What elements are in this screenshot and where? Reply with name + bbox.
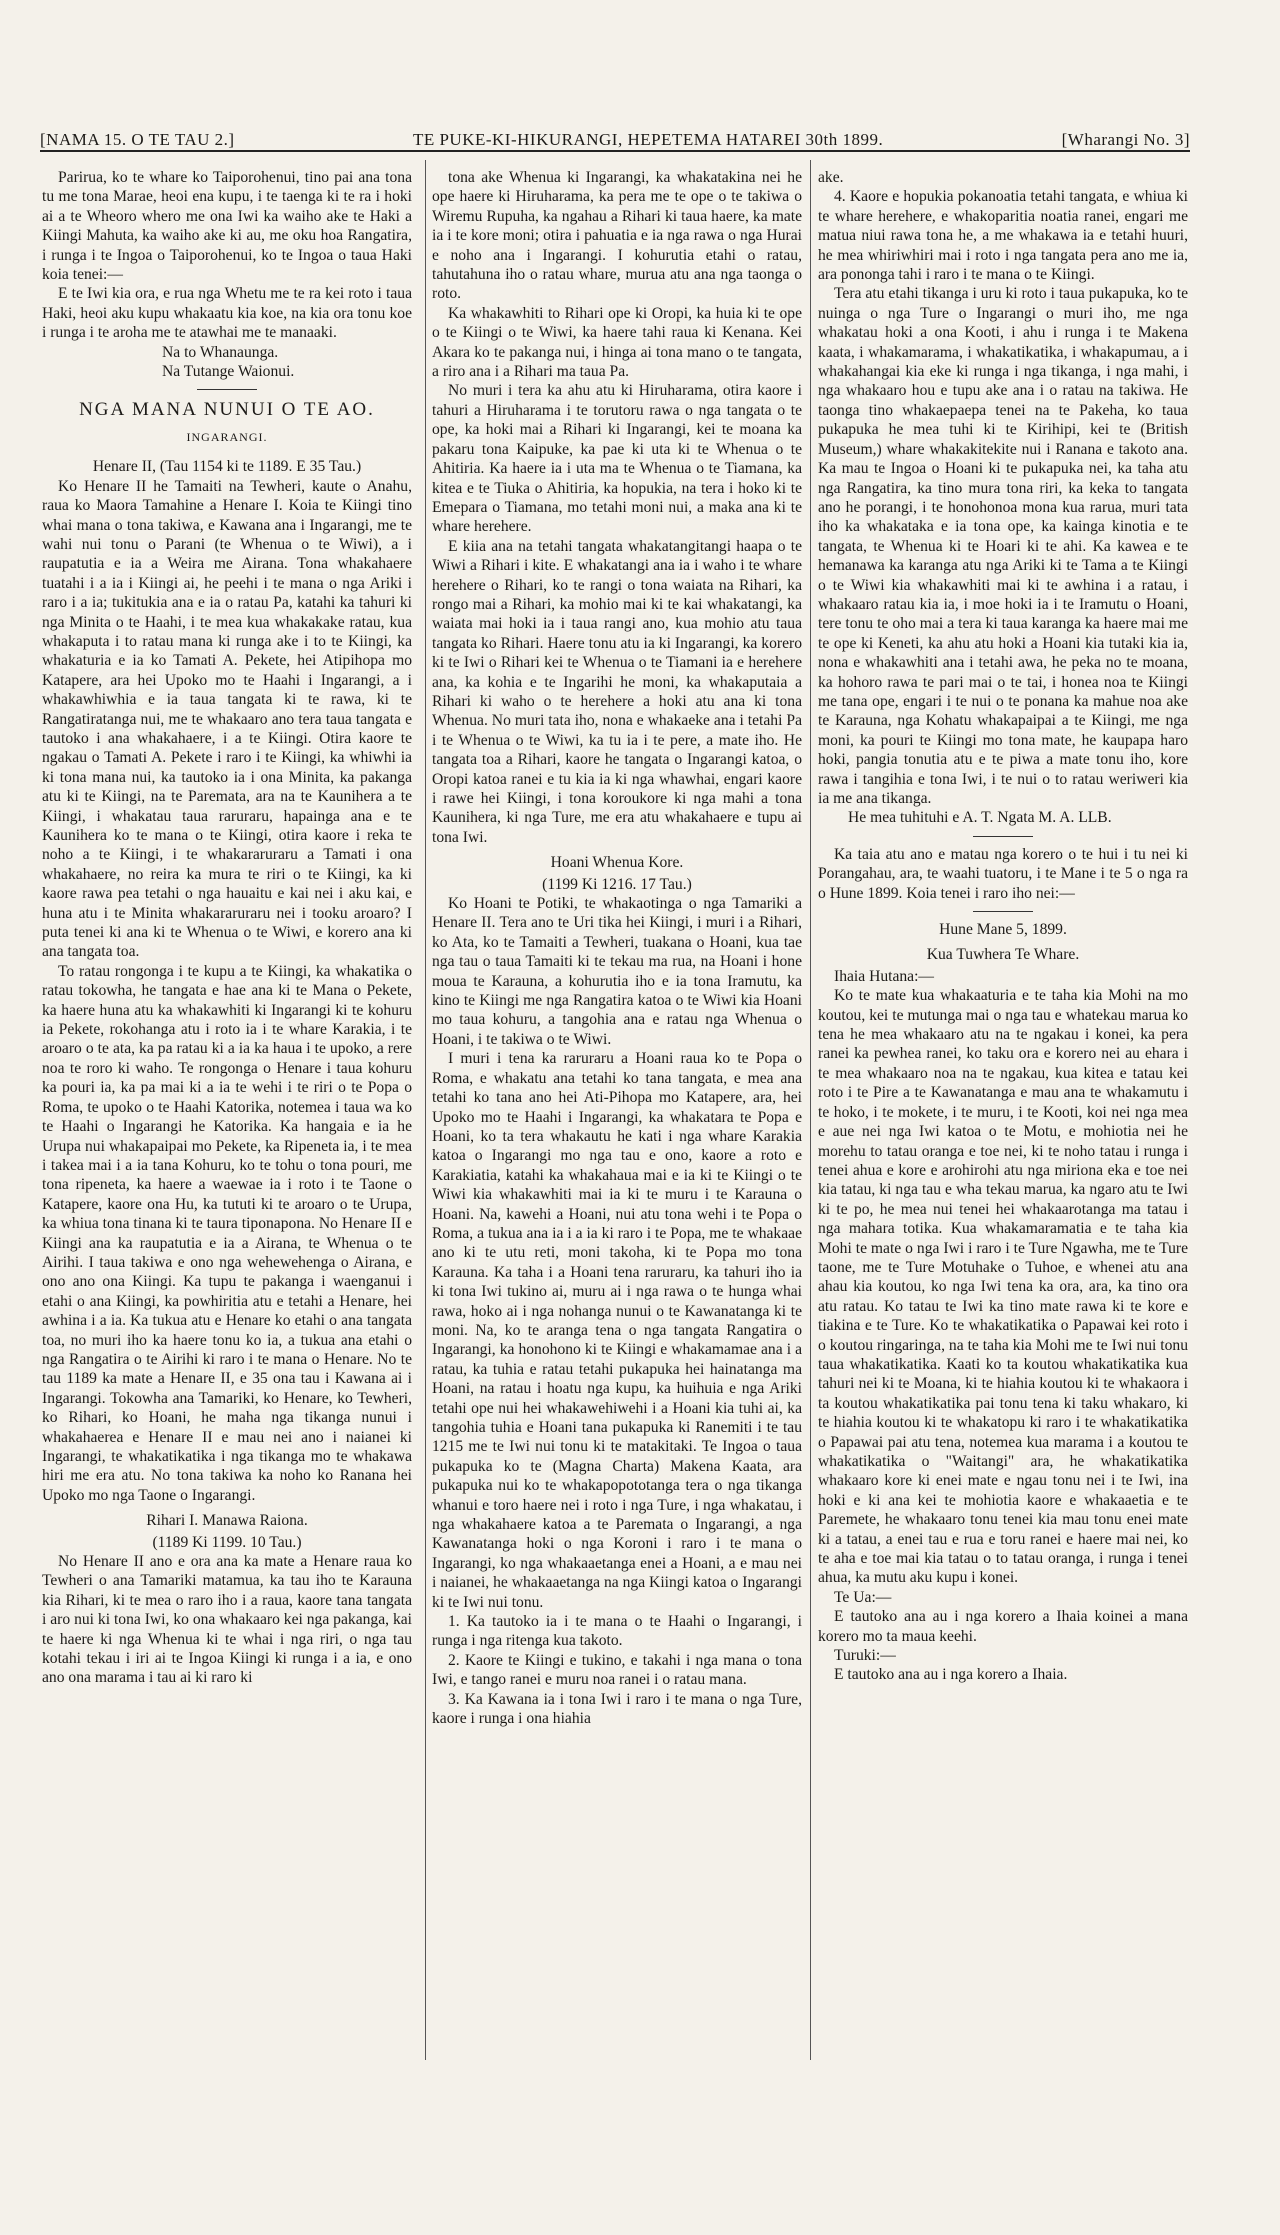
paragraph: ake. <box>818 169 844 186</box>
article-heading: NGA MANA NUNUI O TE AO. <box>79 399 375 421</box>
article-subheading: INGARANGI. <box>186 429 268 444</box>
paragraph: No Henare II ano e ora ana ka mate a Henare raua ko Tewheri o ana Tamariki matamua, ka tau iho te Karauna kia Rihari, ki te mea o raro iho i a raua, kaore tana tangata i aro nui ki tona Iwi, ko ona whakaaro kei nga pakanga, kai te haere ki nga Whenua ki te whai i nga riri, o nga tau kotahi tekau i iri ai te Ingoa Kiingi ki runga i a ia, e ono ano ona marama i tau ai ki raro ki <box>42 1553 412 1687</box>
speaker-name: Te Ua:— <box>834 1588 892 1606</box>
paragraph: Ko te mate kua whakaaturia e te taha kia Mohi na mo koutou, kei te mutunga mai o nga tau e whatekau marua ko tena he mea whakaaro atu na te ngakau i konei, ka pera ranei ka pewhea ranei, ko taku ora e korero nei au ehara i te mea whakaaro noa na te ngakau, kua kitea e tatau kei roto i te Pire a te Kawanatanga e mau ana te whakamutu i te hoko, i te mokete, i te muru, i te Kooti, koi nei nga mea e aue nei nga Iwi katoa o te Motu, e mohiotia nei he morehu to tatau oranga e toe nei, ki te noho tatau i runga i tenei ahua e kore e arohirohi atu nga miriona eka e toe nei kia tatau, ki nga tau e wha tekau marua, ka ngaro atu te Iwi ki te po, he mea nui tenei hei whakaarotanga ma tatau i nga mahara totika. Kua whakamaramatia e te taha kia Mohi te mate o nga Iwi i raro i te Ture Ngawha, me te Ture taone, me te Ture Motuhake o Tuhoe, e whenei atu ana ahau kia koutou, ko nga Iwi tena ka ora, ara, ka tino ora atu ratau. Ko tatau te Iwi ka tino mate rawa ki te kore e tiakina e te Ture. Ko te whakatikatika o Papawai kei roto i o koutou ringaringa, na te taha kia Mohi me te Iwi nui tonu taua whakatikatika. Kaati ko ta koutou whakatikatika kua tahuri nei ki te Moana, ki te hiahia koutou ki te whakaora i ta koutou whakatikatika pai tonu tena ki taku whakaro, ki te hiahia koutou ki te whakatopu ki raro i te whakatikatika o Papawai pai atu tena, notemea kua marama i a koutou te whakatikatika o "Waitangi" ara, he whakatikatika whakaaro kore ki enei mate e ngau tonu nei i te Iwi, ina hoki e ki ana kei te mohiotia kaore e whakaaetia e te Paremete, he whakaaro tonu tenei kia mau tonu enei mate ki a tatau, a enei tau e rua e toru ranei e haere mai nei, ko te aha e toe mai kia tatau o to tatau oranga, i runga i tenei ahua, ka mutu aku kupu i konei. <box>818 987 1188 1587</box>
paragraph: No muri i tera ka ahu atu ki Hiruharama, otira kaore i tahuri a Hiruharama i te torutoru rawa o nga tangata o te ope, ka hoki mai a Rihari ki Ingarangi, kei te moana ka pakaru tona Kaipuke, ka pae ki uta ki te Whenua o te Ahitiria. Ka haere ia i uta ma te Whenua o te Tiamana, ka kitea e te Tiuka o Ahitiria, ka hopukia, na tera i hoko ki te Emepara o Tiamana, mo tetahi moni nui, a maka ana ki te whare herehere. <box>432 382 802 536</box>
author-credit: He mea tuhituhi e A. T. Ngata M. A. LLB. <box>848 809 1112 827</box>
paragraph: E tautoko ana au i nga korero a Ihaia koinei a mana korero mo ta maua keehi. <box>818 1608 1188 1645</box>
divider <box>973 836 1033 837</box>
column-divider <box>425 160 426 2060</box>
paragraph: E tautoko ana au i nga korero a Ihaia. <box>834 1666 1068 1684</box>
paragraph: To ratau rongonga i te kupu a te Kiingi, ka whakatika o ratau tokowha, he tangata e hae ana ki te Mana o Pekete, ka haere huna atu ka whakawhiti ki Ingarangi ki te kohuru ia Pekete, rokohanga atu i roto ia i te whare Karakia, i te aroaro o te ata, ka pa ratau ki a ia ka haua i te upoko, a rere noa te roro ki waho. Te rongonga o Henare i taua kohuru ka pouri ia, ka pa mai ki a ia te wehi i te riri o te Popa o Roma, te upoko o te Haahi Katorika, notemea i taua wa ko te Haahi o Ingarangi he Katorika. Ka hangaia e ia he Urupa nui whakapaipai mo Pekete, ka Ripeneta ia, i te mea i takea mai i a ia tana Kohuru, ko te tohu o tona pouri, me tona ripeneta, ka haere a waewae ia i roto i te Taone o Katapere, kaore ona Hu, ka tututi ki te aroaro o te Urupa, ka whiua tona tinana ki te taura tiponapona. No Henare II e Kiingi ana ka raupatutia e ia a Airana, te Whenua o te Airihi. I taua takiwa e ono nga wehewehenga o Airana, e ono ano ona Kiingi. Ka tupu te pakanga i waenganui i etahi o ana Kiingi, ka powhiritia atu e tetahi a Henare, hei awhina i a ia. Ka tukua atu e Henare ko etahi o ana tangata toa, no muri iho ka haere tonu ko ia, a tukua ana etahi o nga Rangatira o te Airihi ki raro i te mana o Henare. No te tau 1189 ka mate a Henare II, e 35 ona tau i Kawana ai i Ingarangi. Tokowha ana Tamariki, ko Henare, ko Tewheri, ko Rihari, ko Hoani, he maha nga tikanga nunui i whakahaerea e Henare II e mau nei ano i naianei ki Ingarangi, te whakatikatika i nga tikanga mo te whakawa hiri me era atu. No tona takiwa ka noho ko Ranana hei Upoko mo nga Taone o Ingarangi. <box>42 962 412 1504</box>
paragraph: Ko Henare II he Tamaiti na Tewheri, kaute o Anahu, raua ko Maora Tamahine a Henare I. Koia te Kiingi tino whai mana o tona takiwa, e Kawana ana i Ingarangi, me te wahi nui tonu o Parani (te Whenua o te Wiwi), a i raupatutia e ia a Weira me Airana. Tona whakahaere tuatahi i a ia i Kiingi ai, he peehi i te mana o nga Ariki i raro i a ia; tukitukia ana e ia o ratau Pa, katahi ka tahuri ki nga Minita o te Haahi, i te mea kua whakakake ratau, kua whakaputa i to ratau mana ki runga ake i to te Kiingi, ka whakaturia e ia ko Tamati A. Pekete, hei Atipihopa mo Katapere, ara hei Upoko mo te Haahi i Ingarangi, a i whakawhiwhia e ia taua tangata ki te rawa, ki te Rangatiratanga nui, me te whakaaro ano tera taua tangata e tautoko i ana whakahaere, i a te Kiingi. Otira kaore te ngakau o Tamati A. Pekete i raro i te Kiingi, ka whiwhi ia ki tona mana nui, ka tautoko ia i ona Minita, ka pakanga atu ki te Kiingi, na te Paremata, ara na te Kaunihera a te Kiingi, i whakatau taua raruraru, hapainga ana e te Kaunihera ko te mana o te Kiingi, otira kaore i reka te noho a te Kiingi, i te whakararuraru a Tamati i ona whakahaere, no reira ka mura te riri o te Kiingi, ka ki kaore rawa pea tetahi o nga hauaitu e kai nei i aku kai, e huna atu i te Minita whakararuraru nei i tooku aroaro? I puta tenei ki ana ki te Whenua o te Wiwi, e korero ana ki ana tangata toa. <box>42 477 412 961</box>
paragraph: Tera atu etahi tikanga i uru ki roto i taua pukapuka, ko te nuinga o nga Ture o Ingarangi o muri iho, me nga whakatau hoki a ona Kooti, i ahu i runga i te Makena kaata, i whakamarama, i whakatikatika, i whakapumau, a i whakahangai kia eke ki runga i nga tikanga, i nga mahi, i nga whakaaro hou e tupu ake ana i o ratau na takiwa. He taonga tino whakaepaepa tenei na te Pakeha, ko taua pukapuka he mea tuhi ki te Kirihipi, kei te (British Museum,) whare whakakitekite nui i Ranana e takoto ana. Ka mau te Ingoa o Hoani ki te pukapuka nei, ka taha atu nga Rangatira, ka tino mura tona riri, ka keka to tangata ano he porangi, i te honohonoa mona kua rarua, muri tata iho ka whakataka e ia tona ope, ka kainga kinotia e te tangata, te Whenua ki te Hoari ki te ahi. Ka kawea e te hemanawa ka karanga atu nga Ariki ki te Tama a te Kiingi o te Wiwi kia whakawhiti mai ki te awhina i a ratau, i whakaaro ratau kia ia, i moe hoki ia i te Iramutu o Hoani, tere tonu te oho mai a tera ki taua karanga ka haere mai me te ope ki Keneti, ka ahu atu hoki a Hoani kia tutaki kia ia, nona e whakawhiti ana i tetahi awa, he peka no te moana, ka hohoro rawa te pari mai o te tai, i honea noa te Kiingi me tana ope, engari i te nui o te ponana ka mahue noa ake te Karauna, nga Kohatu whakapaipai a te Kiingi, me nga moni, ka pouri te Kiingi mo tona mate, he kaupapa haro hoki, pangia tonutia atu e te piwa a mate tonu iho, kore rawa i tangihia e tona Iwi, i te nui o to ratau weriweri kia ia me ana tikanga. <box>818 285 1188 807</box>
speaker-name: Turuki:— <box>834 1647 896 1665</box>
paragraph: 4. Kaore e hopukia pokanoatia tetahi tangata, e whiua ki te whare herehere, e whakoparitia noatia ranei, engari me matua niui rawa tona he, a me whakawa ia e tetahi huuri, he mea whiriwhiri mai i roto i nga tangata pera ano me ia, ara pononga tahi i raro i te mana o te Kiingi. <box>818 188 1188 284</box>
section-title: Kua Tuwhera Te Whare. <box>926 946 1080 964</box>
signature-line: Na to Whanaunga. <box>162 343 279 361</box>
date-heading: Hune Mane 5, 1899. <box>939 921 1067 939</box>
reign-years: (1189 Ki 1199. 10 Tau.) <box>152 1533 302 1551</box>
divider <box>973 911 1033 912</box>
paragraph: I muri i tena ka raruraru a Hoani raua ko te Popa o Roma, e whakatu ana tetahi ko tana tangata, e mea ana tetahi ko tana ano hei Ati-Pihopa mo Katapere, ara, hei Upoko mo te Haahi i Ingarangi, ka whakatara te Popa e Hoani, ko ta tera whakautu he kati i nga whare Karakia katoa o Ingarangi mo nga tau e ono, kaore a roto e Karakiatia, katahi ka whakahaua mai e ia ki te Kiingi o te Wiwi kia whakawhiti mai ia ki te muru i te Karauna o Hoani. Na, kawehi a Hoani, nui atu tona wehi i te Popa o Roma, a tukua ana ia i a ia ki raro i te Popa, me te whakaae ano ki te utu reti, moni takoha, ki te Popa mo tona Karauna. Ka taha i a Hoani tena raruraru, ka tahuri iho ia ki tona Iwi tukino ai, muru ai i nga rawa o te hunga whai rawa, hoko ai i nga nohanga nunui o te Kawanatanga ki te moni. Na, ko te aranga tena o nga tangata Rangatira o Ingarangi, ka honohono ki te Kiingi e whakamamae ana i a ratau, ka tuhia e ratau tetahi pukapuka hei hainatanga ma Hoani, na ratau i hoatu nga kupu, ka huihuia e nga Ariki tetahi ope nui hei whakawehiwehi i a Hoani kia tuhi ai, ka tangohia tuhia e Hoani tana pukapuka ki Ranemiti i te tau 1215 me te Iwi nui tonu ki te matakitaki. Te Ingoa o taua pukapuka ko te (Magna Charta) Makena Kaata, ara pukapuka nui ko te whakapopototanga tera o nga tikanga whanui e toro haere nei i roto i nga Ture, i nga whakatau, i nga whakahaere katoa a te Paremata o Ingarangi, a nga Kawanatanga hoki o nga Koroni i raro i te mana o Ingarangi, ko nga whakaaetanga enei a Hoani, a e mau nei i naianei, he whakaaetanga na nga Kiingi katoa o Ingarangi ki te Iwi nui tonu. <box>432 1050 802 1611</box>
signature-line: Na Tutange Waionui. <box>162 363 295 381</box>
paragraph: E te Iwi kia ora, e rua nga Whetu me te ra kei roto i taua Haki, heoi aku kupu whakaatu kia koe, na kia ora tonu koe i runga i te aroha me te atawhai me te manaaki. <box>42 285 412 342</box>
page-number: [Wharangi No. 3] <box>1061 130 1190 149</box>
column-2 <box>432 168 802 2068</box>
paragraph: Ka taia atu ano e matau nga korero o te hui i tu nei ki Porangahau, ara, te waahi tuatoru, i te Mane i te 5 o nga ra o Hune 1899. Koia tenei i raro iho nei:— <box>818 845 1188 902</box>
divider <box>197 389 257 390</box>
column-divider <box>810 160 811 2060</box>
paragraph: tona ake Whenua ki Ingarangi, ka whakatakina nei he ope haere ki Hiruharama, ka pera me te ope o te takiwa o Wiremu Rupuha, ka ngahau a Rihari ki taua haere, ka mate ia i te kore moni; otira i pahuatia e ia nga rawa o nga Hurai e noho ana i Ingarangi. I kohurutia etahi o ratau, tahutahuna iho o ratau whare, murua atu ana nga taonga o roto. <box>432 169 802 303</box>
paragraph: Ka whakawhiti to Rihari ope ki Oropi, ka huia ki te ope o te Kiingi o te Wiwi, ka haere tahi raua ki Kenana. Kei Akara ko te pakanga nui, i hinga ai tona mano o te tangata, a riro ana i a Rihari ma taua Pa. <box>432 304 802 381</box>
list-item: 1. Ka tautoko ia i te mana o te Haahi o Ingarangi, i runga i nga ritenga kua takoto. <box>432 1613 802 1650</box>
reign-years: (1199 Ki 1216. 17 Tau.) <box>542 875 692 893</box>
column-3 <box>818 168 1188 2068</box>
list-item: 2. Kaore te Kiingi e tukino, e takahi i nga mana o tona Iwi, e tango ranei e muru noa ranei i o ratau mana. <box>432 1651 802 1689</box>
paragraph: Ko Hoani te Potiki, te whakaotinga o nga Tamariki a Henare II. Tera ano te Uri tika hei Kiingi, i muri i a Rihari, ko Ata, ko te Tamaiti a Tewheri, tuakana o Hoani, kua tae nga tau o taua Tamaiti ki te tekau ma rua, na Hoani i hone moua te Karauna, a kohurutia iho e ia tona Iramutu, ka kino te Kiingi me nga Rangatira katoa o te Wiwi kia Hoani mo taua kohuru, a tangohia ana e ratau nga Whenua o Hoani, i te takiwa o te Wiwi. <box>432 895 802 1048</box>
masthead-title: TE PUKE-KI-HIKURANGI, HEPETEMA HATAREI 30th 1899. <box>412 130 884 149</box>
list-item: 3. Ka Kawana ia i tona Iwi i raro i te mana o nga Ture, kaore i runga i ona hiahia <box>432 1690 802 1728</box>
reign-title: Henare II, (Tau 1154 ki te 1189. E 35 Tau.) <box>92 458 362 476</box>
page-header <box>40 122 1190 152</box>
column-1 <box>42 168 412 2068</box>
paragraph: Parirua, ko te whare ko Taiporohenui, tino pai ana tona tu me tona Marae, heoi ena kupu, i te taenga ki te ra i hoki ai a te Wheoro whero me ona Iwi ka waiho ake te Haki a Kiingi Mahuta, ka waiho ake ki au, me oku hoa Rangatira, i runga i te Ingoa o Taiporohenui, ko te Ingoa o taua Haki koia tenei:— <box>42 169 412 284</box>
reign-title: Hoani Whenua Kore. <box>550 854 684 872</box>
issue-number: [NAMA 15. O TE TAU 2.] <box>40 130 235 149</box>
speaker-name: Ihaia Hutana:— <box>834 967 935 985</box>
paragraph: E kiia ana na tetahi tangata whakatangitangi haapa o te Wiwi a Rihari i kite. E whakatangi ana ia i waho i te whare herehere o Rihari, ko te rangi o tona waiata na Rihari, ka rongo mai a Rihari, ka mohio mai ki te kai whakatangi, ka waiata mai hoki ia i taua rangi ano, kua mohio atu taua tangata ko Rihari. Haere tonu atu ia ki Ingarangi, ka korero ki te Iwi o Rihari kei te Whenua o te Tiamani ia e herehere ana, ka kohia e te Ingarihi he moni, ka whakaputaia a Rihari ki waho o te herehere a hoki atu ana ki tona Whenua. No muri tata iho, nona e whakaeke ana i tetahi Pa i te Whenua o te Wiwi, ka tu ia i te pere, a mate iho. He tangata toa a Rihari, kaore he tangata o Ingarangi katoa, o Oropi katoa ranei e tu kia ia ki nga whawhai, engari kaore i rawe hei Kiingi, i tona koroukore ki nga mahi a tona Kaunihera, ki nga Ture, me era atu whakahaere e tupu ai tona Iwi. <box>432 537 802 846</box>
reign-title: Rihari I. Manawa Raiona. <box>146 1512 308 1530</box>
